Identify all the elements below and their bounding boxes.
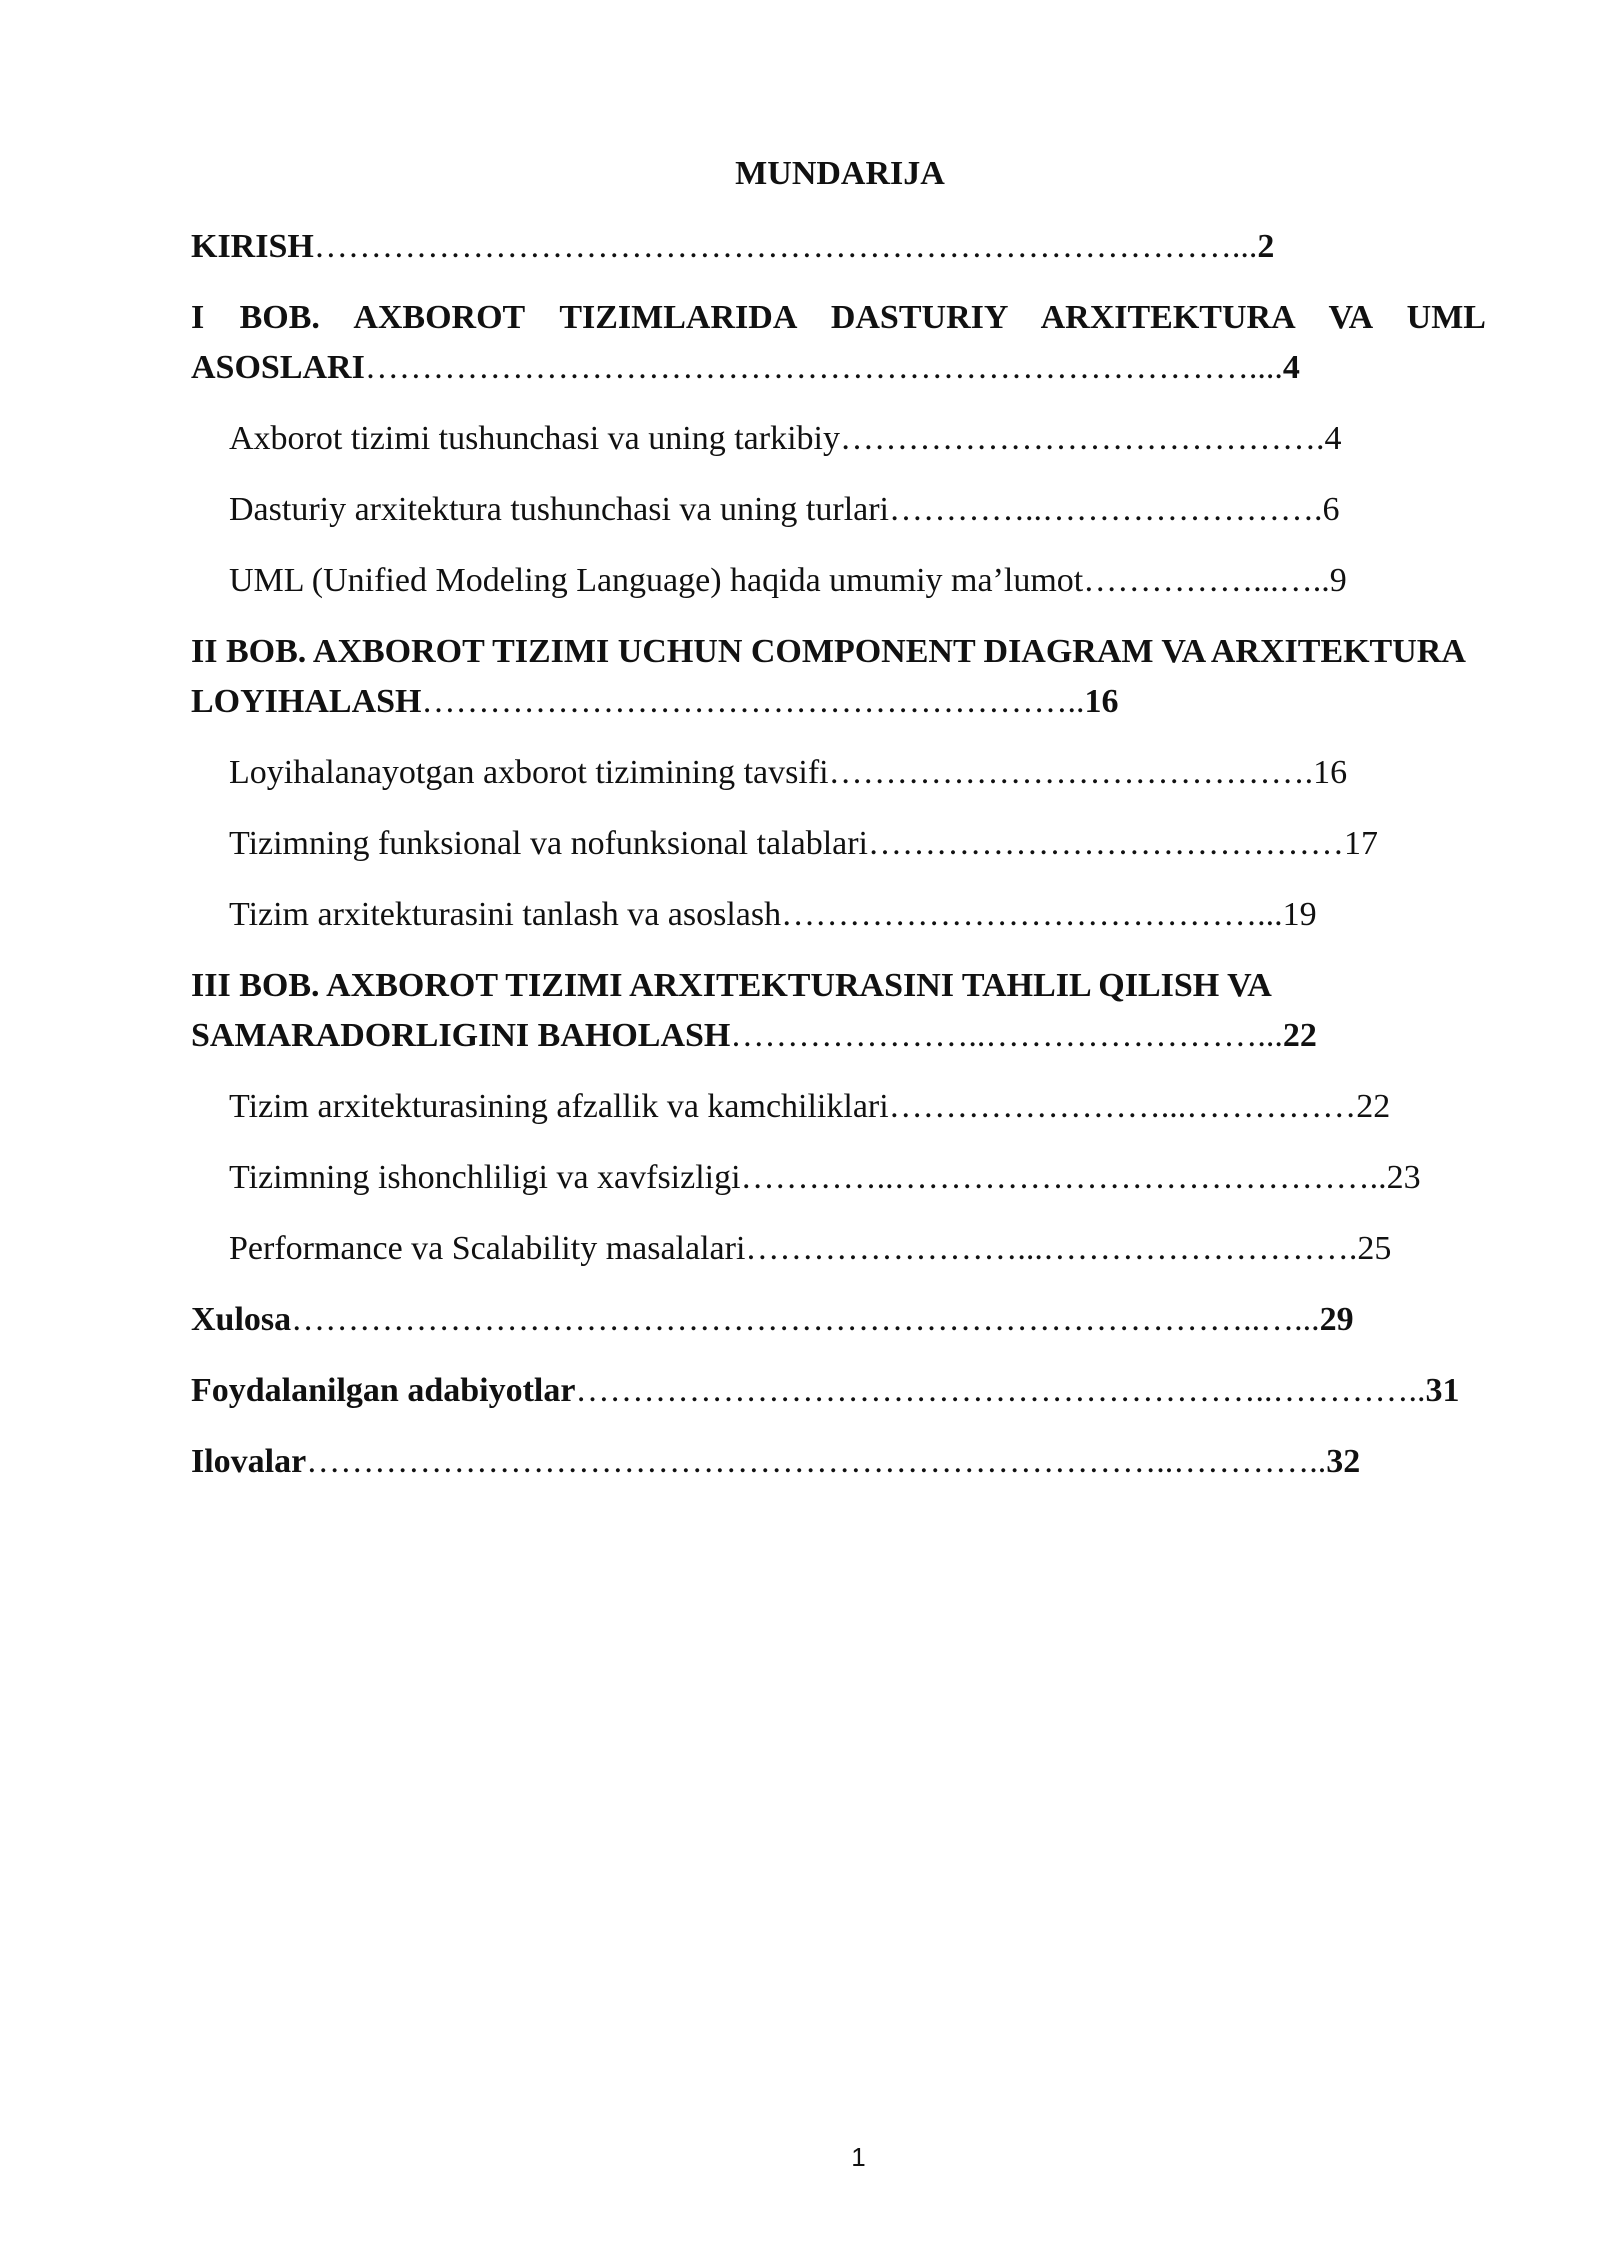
toc-page-number: 31 — [1425, 1372, 1460, 1409]
toc-leader-dots: …………………………………… — [868, 825, 1344, 862]
toc-entry-ilovalar[interactable] — [191, 1437, 1486, 1487]
toc-page-number: 22 — [1356, 1088, 1391, 1125]
toc-page-number: 22 — [1282, 1017, 1317, 1054]
toc-entry-adabiyotlar[interactable] — [191, 1366, 1486, 1416]
toc-entry-title: Loyihalanayotgan axborot tizimining tavsifi — [229, 754, 829, 791]
toc-entry-section-1-3[interactable] — [191, 556, 1486, 606]
toc-entry-title: III BOB. AXBOROT TIZIMI ARXITEKTURASINI TAHLIL QILISH VA SAMARADORLIGINI BAHOLASH — [191, 967, 1270, 1054]
toc-leader-dots: ……………...….. — [1083, 562, 1330, 599]
toc-page-number: 16 — [1313, 754, 1348, 791]
toc-leader-dots: ……………………...…………… — [888, 1088, 1357, 1125]
toc-entry-section-2-1[interactable] — [191, 748, 1486, 798]
toc-leader-dots: ……………………...………………………. — [745, 1230, 1358, 1267]
toc-page-number: 4 — [1324, 420, 1342, 457]
toc-entry-title: Dasturiy arxitektura tushunchasi va uning turlari — [229, 491, 889, 528]
toc-entry-section-2-2[interactable] — [191, 819, 1486, 869]
toc-page-number: 19 — [1282, 896, 1317, 933]
toc-leader-dots: ……………………………………………………..………….. — [575, 1372, 1426, 1409]
toc-page-number: 9 — [1329, 562, 1347, 599]
toc-leader-dots: …………..…………………………………….. — [740, 1159, 1387, 1196]
toc-leader-dots: ……………………………………. — [828, 754, 1314, 791]
toc-entry-title: I BOB. AXBOROT TIZIMLARIDA DASTURIY ARXITEKTURA VA UML ASOSLARI — [191, 299, 1486, 386]
toc-entry-title: Performance va Scalability masalalari — [229, 1230, 746, 1267]
toc-page-number: 29 — [1319, 1301, 1354, 1338]
toc-leader-dots: …………………………………………………………………..………….. — [306, 1443, 1327, 1480]
toc-page-number: 16 — [1084, 683, 1119, 720]
toc-entry-chapter-3[interactable] — [191, 961, 1486, 1061]
toc-leader-dots: ………………………………………………………………………... — [313, 228, 1258, 265]
toc-page-number: 32 — [1326, 1443, 1361, 1480]
toc-entry-title: Tizimning ishonchliligi va xavfsizligi — [229, 1159, 741, 1196]
page-number: 1 — [851, 2142, 866, 2172]
toc-entry-title: UML (Unified Modeling Language) haqida umumiy ma’lumot — [229, 562, 1084, 599]
toc-heading: MUNDARIJA — [735, 155, 945, 192]
toc-page-number: 2 — [1257, 228, 1275, 265]
toc-leader-dots: ……………………………………. — [839, 420, 1325, 457]
toc-entry-title: II BOB. AXBOROT TIZIMI UCHUN COMPONENT DIAGRAM VA ARXITEKTURA LOYIHALASH — [191, 633, 1465, 720]
toc-entry-title: Ilovalar — [191, 1443, 307, 1480]
toc-entry-section-3-3[interactable] — [191, 1224, 1486, 1274]
toc-entry-title: Foydalanilgan adabiyotlar — [191, 1372, 576, 1409]
toc-entry-chapter-1[interactable] — [191, 293, 1486, 393]
toc-page-number: 25 — [1357, 1230, 1392, 1267]
toc-entry-section-3-1[interactable] — [191, 1082, 1486, 1132]
toc-entry-xulosa[interactable] — [191, 1295, 1486, 1345]
toc-page-number: 6 — [1322, 491, 1340, 528]
toc-entry-title: Tizimning funksional va nofunksional talablari — [229, 825, 868, 862]
toc-leader-dots: …………………………………………………………………………..…... — [291, 1301, 1320, 1338]
toc-entry-chapter-2[interactable] — [191, 627, 1486, 727]
toc-leader-dots: ……………………………………... — [781, 896, 1283, 933]
toc-page-number: 23 — [1386, 1159, 1421, 1196]
toc-entry-title: Tizim arxitekturasini tanlash va asoslash — [229, 896, 782, 933]
toc-entry-section-1-2[interactable] — [191, 485, 1486, 535]
toc-entry-title: KIRISH — [191, 228, 314, 265]
toc-entry-title: Tizim arxitekturasining afzallik va kamchiliklari — [229, 1088, 889, 1125]
toc-entry-title: Xulosa — [191, 1301, 292, 1338]
toc-leader-dots: …………..……………………. — [889, 491, 1323, 528]
toc-entry-kirish[interactable] — [191, 222, 1486, 272]
toc-entry-section-1-1[interactable] — [191, 414, 1486, 464]
toc-leader-dots: ………………………………………………….. — [421, 683, 1085, 720]
table-of-contents — [191, 222, 1486, 1508]
toc-page-number: 4 — [1282, 349, 1300, 386]
toc-entry-section-3-2[interactable] — [191, 1153, 1486, 1203]
toc-entry-title: Axborot tizimi tushunchasi va uning tarkibiy — [229, 420, 840, 457]
toc-entry-section-2-3[interactable] — [191, 890, 1486, 940]
toc-leader-dots: …………………………………………………………………….... — [364, 349, 1283, 386]
toc-leader-dots: …………………..……………………... — [730, 1017, 1283, 1054]
toc-page-number: 17 — [1344, 825, 1378, 862]
